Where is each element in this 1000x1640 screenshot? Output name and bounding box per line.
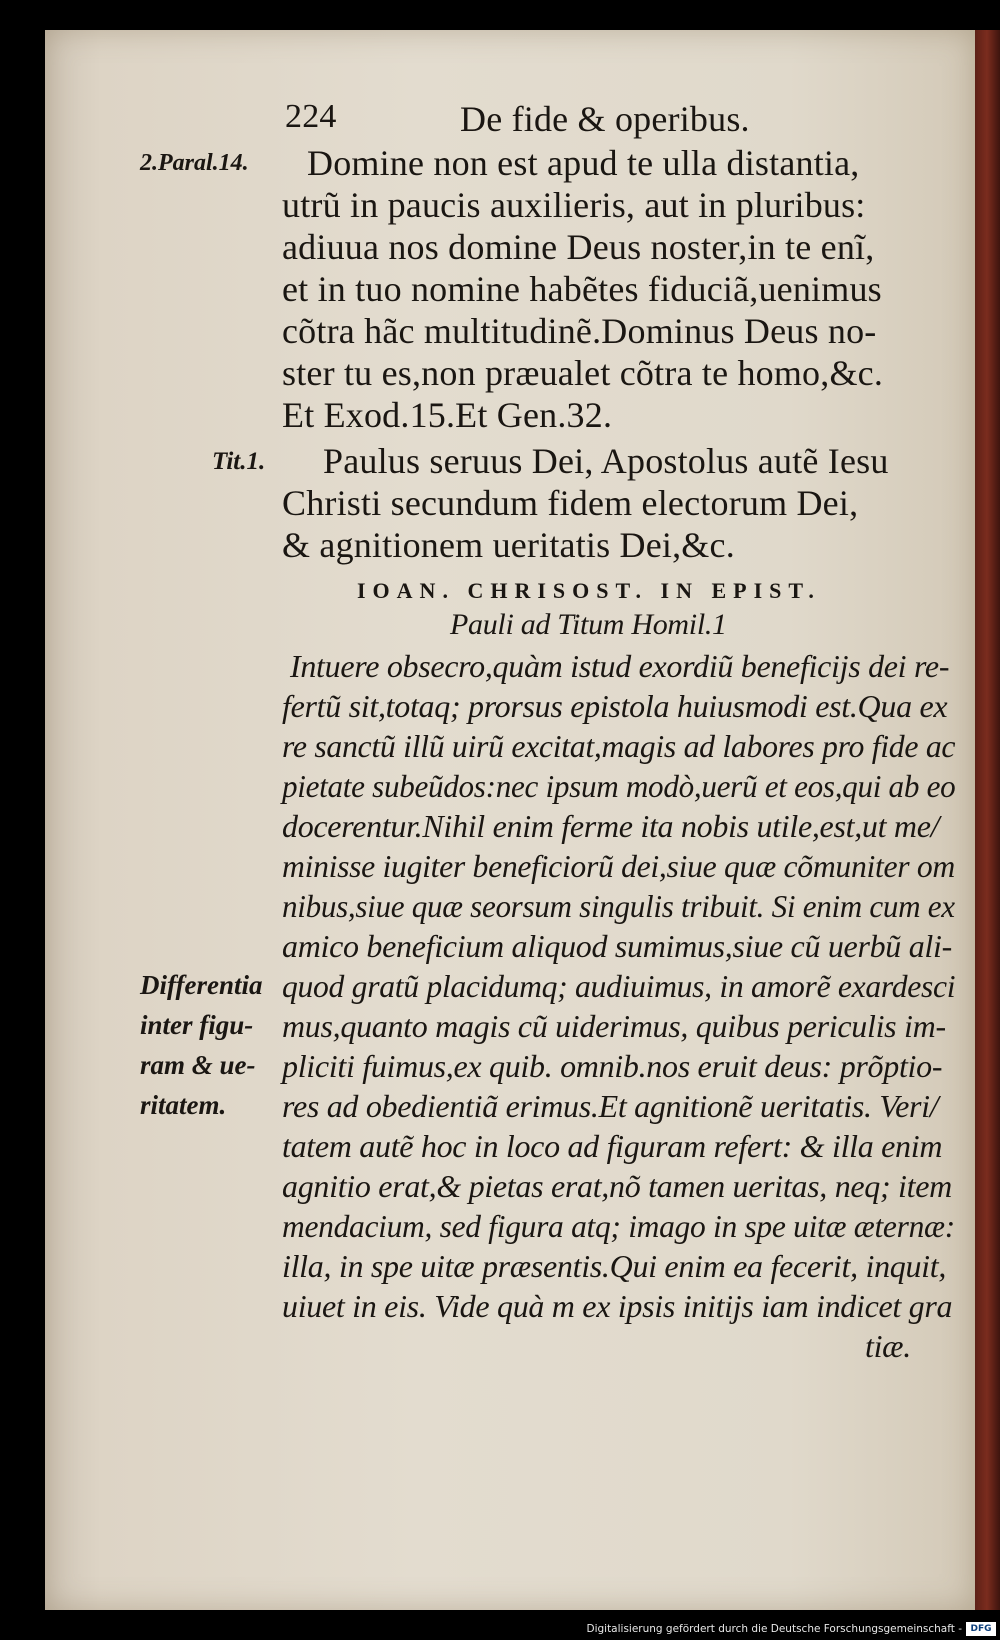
body-line: & agnitionem ueritatis Dei,&c. (282, 525, 735, 565)
body-line: Et Exod.15.Et Gen.32. (282, 395, 613, 435)
commentary-line: Intuere obsecro,quàm istud exordiũ beneficijs dei re- (290, 648, 950, 684)
body-line: Paulus seruus Dei, Apostolus autẽ Iesu (323, 441, 889, 481)
body-line: Christi secundum fidem electorum Dei, (282, 483, 859, 523)
commentary-line: mus,quanto magis cũ uiderimus, quibus periculis im- (282, 1008, 946, 1044)
commentary-line: pietate subeũdos:nec ipsum modò,uerũ et eos,qui ab eo (282, 768, 956, 804)
margin-note-line: ritatem. (140, 1090, 227, 1120)
body-line: Domine non est apud te ulla distantia, (307, 143, 860, 183)
body-line: utrũ in paucis auxilieris, aut in pluribus: (282, 185, 866, 225)
running-title: De fide & operibus. (460, 99, 750, 139)
commentary-line: pliciti fuimus,ex quib. omnib.nos eruit deus: prõptio- (282, 1048, 943, 1084)
margin-note-line: Differentia (140, 970, 263, 1000)
commentary-line: res ad obedientiã erimus.Et agnitionẽ ueritatis. Veri/ (282, 1088, 939, 1124)
commentary-line: tatem autẽ hoc in loco ad figuram refert: & illa enim (282, 1128, 943, 1164)
page-number: 224 (285, 98, 337, 135)
section-subheading: Pauli ad Titum Homil.1 (450, 608, 727, 641)
body-line: cõtra hãc multitudinẽ.Dominus Deus no- (282, 311, 877, 351)
body-line: ster tu es,non præualet cõtra te homo,&c. (282, 353, 884, 393)
commentary-line: minisse iugiter beneficiorũ dei,siue quæ cõmuniter om (282, 848, 956, 884)
book-page (45, 30, 975, 1610)
commentary-line: tiæ. (865, 1328, 911, 1364)
section-heading: IOAN. CHRISOST. IN EPIST. (357, 578, 821, 603)
commentary-line: illa, in spe uitæ præsentis.Qui enim ea fecerit, inquit, (282, 1248, 947, 1284)
commentary-line: agnitio erat,& pietas erat,nõ tamen ueritas, neq; item (282, 1168, 952, 1204)
book-binding-edge (974, 30, 1000, 1610)
commentary-line: uiuet in eis. Vide quà m ex ipsis initijs iam indicet gra (282, 1288, 953, 1324)
margin-ref-tit: Tit.1. (212, 448, 266, 475)
commentary-line: docerentur.Nihil enim ferme ita nobis utile,est,ut me/ (282, 808, 940, 844)
body-line: adiuua nos domine Deus noster,in te enĩ, (282, 227, 875, 267)
commentary-line: quod gratũ placidumq; audiuimus, in amorẽ exardesci (282, 968, 956, 1004)
body-line: et in tuo nomine habẽtes fiduciã,uenimus (282, 269, 882, 309)
commentary-line: mendacium, sed figura atq; imago in spe uitæ æternæ: (282, 1208, 955, 1244)
margin-note-line: inter figu- (140, 1010, 254, 1040)
commentary-line: amico beneficium aliquod sumimus,siue cũ uerbũ ali- (282, 928, 952, 964)
margin-ref-paral: 2.Paral.14. (140, 150, 249, 176)
digitization-credit: Digitalisierung gefördert durch die Deutsche Forschungsgemeinschaft - (586, 1623, 962, 1635)
margin-note-line: ram & ue- (140, 1050, 256, 1080)
commentary-line: nibus,siue quæ seorsum singulis tribuit. Si enim cum ex (282, 888, 955, 924)
commentary-line: fertũ sit,totaq; prorsus epistola huiusmodi est.Qua ex (282, 688, 948, 724)
dfg-logo: DFG (966, 1622, 996, 1636)
commentary-line: re sanctũ illũ uirũ excitat,magis ad labores pro fide ac (282, 728, 956, 764)
